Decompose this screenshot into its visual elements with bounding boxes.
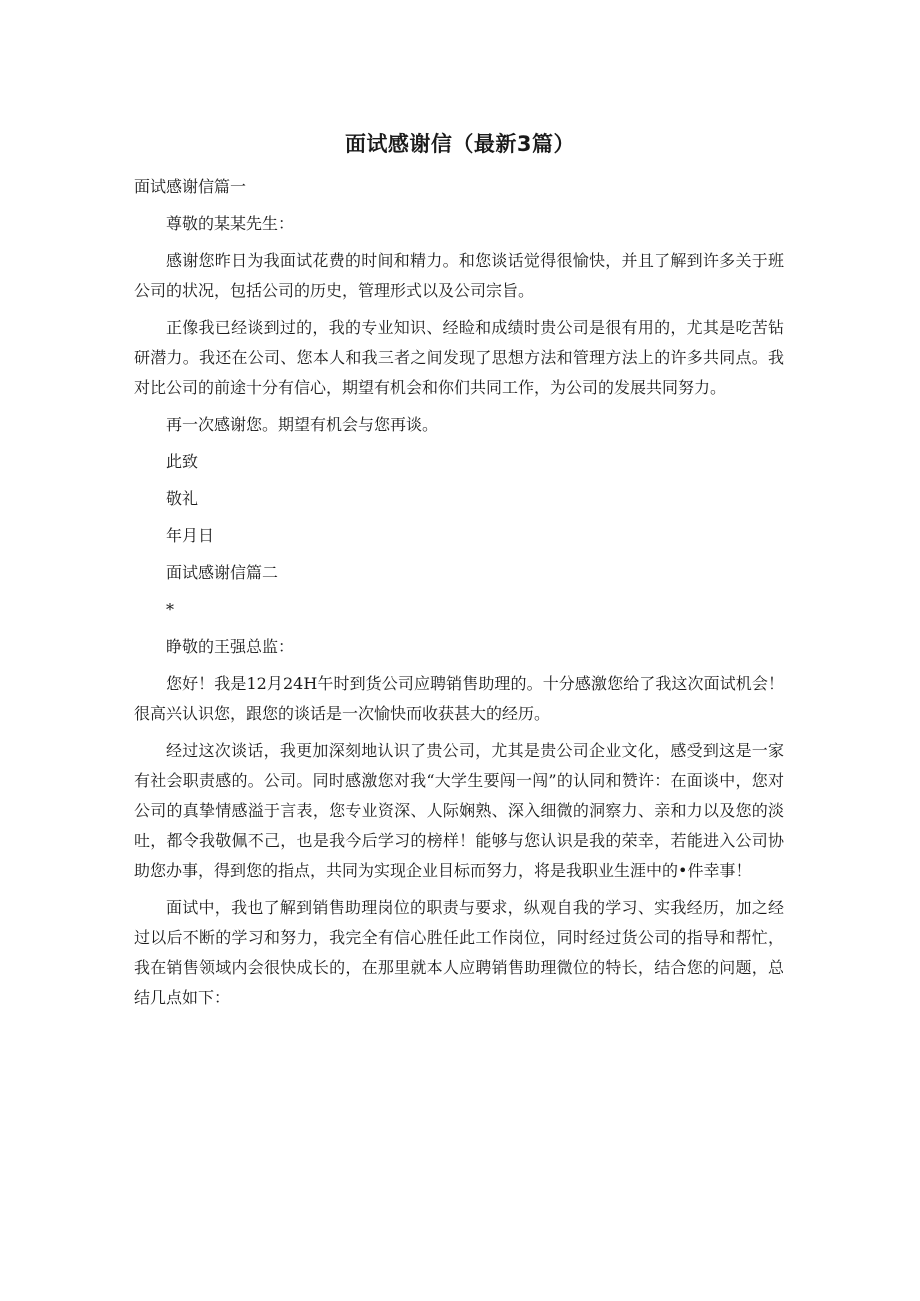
- salutation-2: 睁敬的王强总监：: [166, 637, 295, 656]
- paragraph: 感谢您昨日为我面试花费的时间和精力。和您谈话觉得很愉快，并且了解到许多关于班公司的状况，包括公司的历史，管理形式以及公司宗旨。: [134, 251, 784, 300]
- date-line: 年月日: [166, 526, 215, 545]
- paragraph: 经过这次谈话，我更加深刻地认识了贵公司，尤其是贵公司企业文化，感受到这是一家有社会职责感的。公司。同时感激您对我“大学生要闯一闯”的认同和赞许：在面谈中，您对公司的真挚情感溢于言表，您专业资深、人际娴熟、深入细微的洞察力、亲和力以及您的淡吐，都令我敬佩不己，也是我今后学习的榜样！能够与您认识是我的荣幸，若能进入公司协助您办事，得到您的指点，共同为实现企业目标而努力，将是我职业生涯中的•件幸事！: [134, 741, 784, 880]
- paragraph: 面试中，我也了解到销售助理岗位的职责与要求，纵观自我的学习、实我经历，加之经过以后不断的学习和努力，我完全有信心胜任此工作岗位，同时经过货公司的指导和帮忙，我在销售领域内会很快成长的，在那里就本人应聘销售助理微位的特长，结合您的问题，总结几点如下：: [134, 898, 784, 1007]
- salutation-1: 尊敬的某某先生：: [166, 214, 295, 233]
- paragraph: 再一次感谢您。期望有机会与您再谈。: [166, 415, 439, 434]
- asterisk-line: *: [166, 600, 174, 619]
- paragraph: 您好！我是12月24H午时到货公司应聘销售助理的。十分感激您给了我这次面试机会！很高兴认识您，跟您的谈话是一次愉快而收获甚大的经历。: [134, 674, 784, 723]
- section-heading-2: 面试感谢信篇二: [166, 563, 279, 582]
- document-body: [134, 172, 784, 1020]
- document-title: 面试感谢信（最新3篇）: [344, 132, 576, 156]
- closing-line: 此致: [166, 452, 199, 471]
- closing-line: 敬礼: [166, 489, 199, 508]
- paragraph: 正像我已经谈到过的，我的专业知识、经睑和成绩时贵公司是很有用的，尤其是吃苦钻研潜力。我还在公司、您本人和我三者之间发现了思想方法和管理方法上的许多共同点。我对比公司的前途十分有信心，期望有机会和你们共同工作，为公司的发展共同努力。: [134, 318, 784, 397]
- section-heading-1: 面试感谢信篇一: [134, 177, 247, 196]
